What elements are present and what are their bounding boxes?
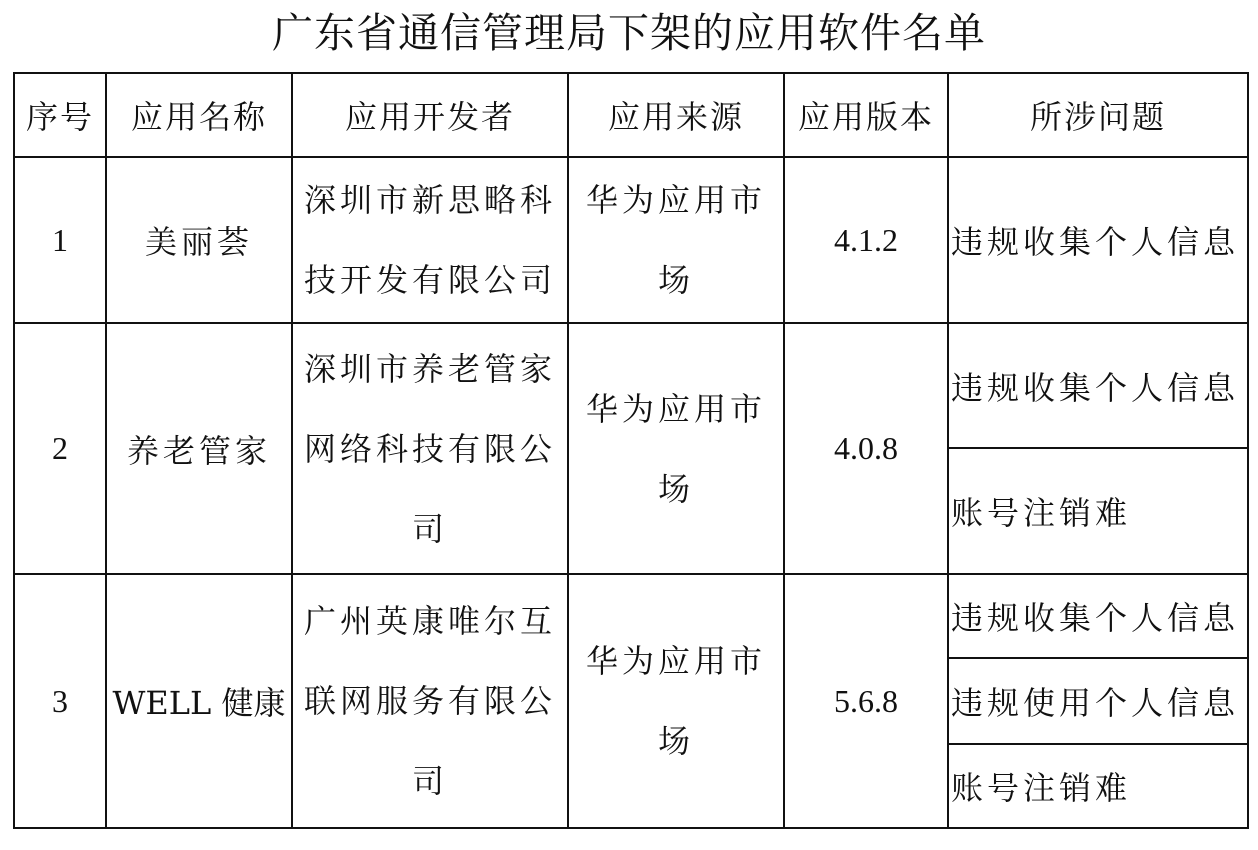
header-index: 序号 xyxy=(14,73,106,157)
app-issue: 账号注销难 xyxy=(948,744,1248,828)
header-version: 应用版本 xyxy=(784,73,948,157)
row-index: 1 xyxy=(14,157,106,323)
document-title: 广东省通信管理局下架的应用软件名单 xyxy=(272,9,986,57)
table-row xyxy=(14,574,1248,658)
app-name: 美丽荟 xyxy=(106,157,292,323)
app-issue: 违规收集个人信息 xyxy=(948,157,1248,323)
app-issue: 违规使用个人信息 xyxy=(948,658,1248,744)
app-source-text: 华为应用市场 xyxy=(585,389,766,508)
app-source xyxy=(568,323,784,574)
app-version: 4.0.8 xyxy=(784,323,948,574)
header-source: 应用来源 xyxy=(568,73,784,157)
row-index: 2 xyxy=(14,323,106,574)
header-app-name: 应用名称 xyxy=(106,73,292,157)
app-source-text: 华为应用市场 xyxy=(585,642,766,760)
app-developer xyxy=(292,323,568,574)
app-name: WELL 健康 xyxy=(106,574,292,828)
header-developer: 应用开发者 xyxy=(292,73,568,157)
app-issue: 违规收集个人信息 xyxy=(948,574,1248,658)
app-developer-text: 深圳市新思略科技开发有限公司 xyxy=(304,181,557,299)
app-developer-text: 广州英康唯尔互联网服务有限公司 xyxy=(304,602,557,800)
app-source xyxy=(568,157,784,323)
table-row xyxy=(14,157,1248,323)
app-name: 养老管家 xyxy=(106,323,292,574)
app-source xyxy=(568,574,784,828)
table-header-row xyxy=(14,73,1248,157)
app-issue: 账号注销难 xyxy=(948,448,1248,574)
app-version: 5.6.8 xyxy=(784,574,948,828)
app-developer xyxy=(292,574,568,828)
header-issues: 所涉问题 xyxy=(948,73,1248,157)
app-source-text: 华为应用市场 xyxy=(585,181,766,299)
app-issue: 违规收集个人信息 xyxy=(948,323,1248,448)
app-developer xyxy=(292,157,568,323)
table-row xyxy=(14,323,1248,448)
delisted-apps-table xyxy=(13,72,1249,829)
app-developer-text: 深圳市养老管家网络科技有限公司 xyxy=(304,349,557,548)
app-version: 4.1.2 xyxy=(784,157,948,323)
row-index: 3 xyxy=(14,574,106,828)
